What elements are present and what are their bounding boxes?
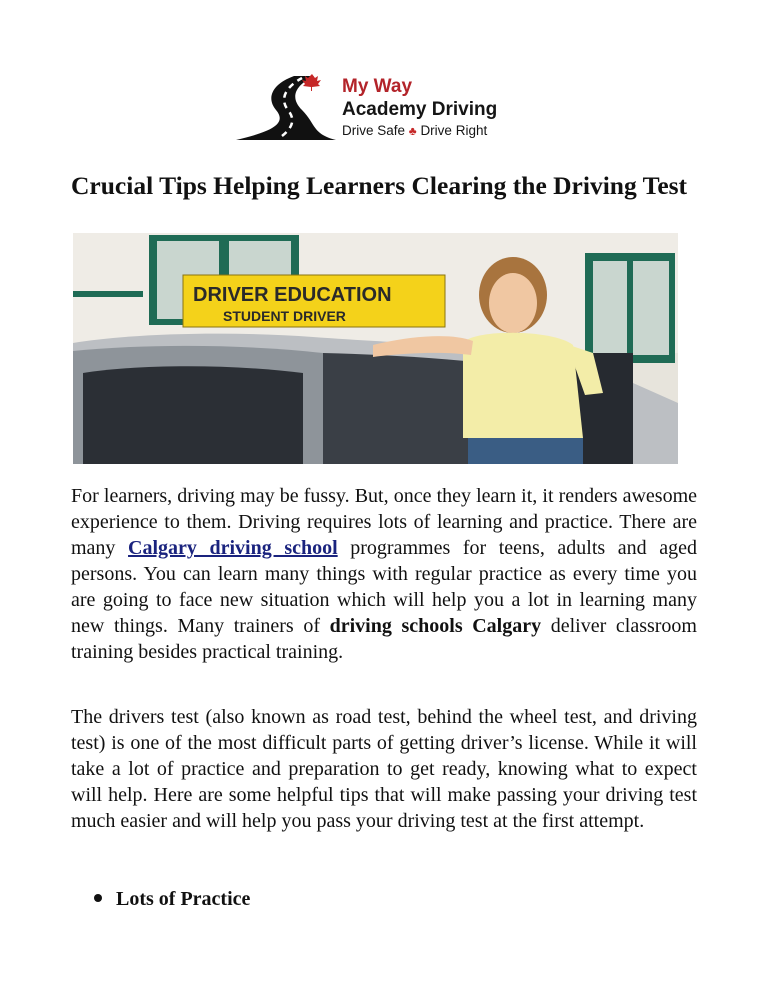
brand-line-2: Academy Driving	[342, 99, 498, 120]
academy-logo	[232, 72, 532, 146]
driver-education-sign	[183, 275, 445, 327]
tagline-right: Drive Right	[420, 123, 488, 138]
driving-schools-calgary-bold: driving schools Calgary	[329, 615, 542, 637]
article-title: Crucial Tips Helping Learners Clearing the Driving Test	[71, 171, 688, 200]
road-logo-icon	[232, 72, 340, 144]
photo-illustration	[73, 233, 678, 464]
intro-text-3: deliver classroom training besides practical training.	[71, 615, 697, 663]
intro-text-2: programmes for teens, adults and aged persons. You can learn many things with regular practice as every time you are going to face new situation which will help you a lot in learning many new things. Many trainers of	[71, 537, 698, 637]
sign-line-2: STUDENT DRIVER	[223, 308, 346, 324]
logo-text	[342, 76, 497, 140]
bullet-text: Lots of Practice	[116, 888, 251, 910]
intro-paragraph	[71, 483, 697, 665]
maple-leaf-icon: ♣	[408, 124, 417, 138]
drivers-test-paragraph: The drivers test (also known as road test, behind the wheel test, and driving test) is one of the most difficult parts of getting driver’s license. While it will take a lot of practice and preparation to get ready, knowing what to expect will help. Here are some helpful tips that will make passing your driving test much easier and will help you pass your driving test at the first attempt.	[71, 706, 697, 832]
bullet-icon	[94, 894, 102, 902]
intro-text-1: For learners, driving may be fussy. But, once they learn it, it renders awesome experience to them. Driving requires lots of learning and practice. There are many	[71, 485, 697, 559]
sign-line-1: DRIVER EDUCATION	[193, 284, 392, 306]
list-item	[94, 886, 250, 912]
tagline-left: Drive Safe	[342, 123, 406, 138]
calgary-driving-school-link[interactable]: Calgary driving school	[128, 537, 338, 559]
brand-line-1: My Way	[342, 76, 413, 97]
driver-education-photo	[73, 233, 678, 464]
tagline	[342, 122, 497, 140]
